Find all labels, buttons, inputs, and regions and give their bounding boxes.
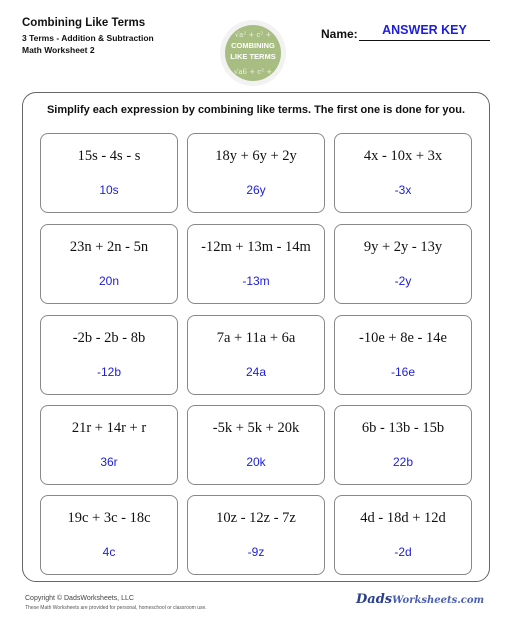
problem-card	[187, 133, 325, 213]
name-line	[359, 40, 490, 41]
problem-answer: -2y	[394, 274, 412, 288]
problem-answer: -2d	[394, 545, 412, 559]
worksheet-title: Combining Like Terms	[22, 17, 146, 29]
problem-expression: 15s - 4s - s	[77, 148, 141, 164]
problem-expression: 9y + 2y - 13y	[363, 239, 443, 255]
problem-card	[40, 133, 178, 213]
worksheet-number: Math Worksheet 2	[22, 45, 95, 55]
problem-answer: 20k	[246, 455, 266, 469]
answer-key-label: ANSWER KEY	[382, 23, 467, 37]
problem-card	[334, 133, 472, 213]
problem-answer: -13m	[242, 274, 270, 288]
name-label: Name:	[321, 27, 358, 41]
logo-math-bottom: √a6 + c² +	[233, 68, 273, 76]
problem-card	[187, 405, 325, 485]
problem-answer: 10s	[99, 183, 119, 197]
brand-main: Dads	[356, 592, 393, 607]
problem-expression: 7a + 11a + 6a	[216, 330, 296, 346]
worksheet-subtitle: 3 Terms - Addition & Subtraction	[22, 33, 154, 43]
problem-card	[40, 405, 178, 485]
problem-answer: 20n	[98, 274, 120, 288]
problem-card	[40, 315, 178, 395]
brand-logo	[356, 592, 484, 607]
problem-card	[187, 315, 325, 395]
problem-expression: 4x - 10x + 3x	[363, 148, 443, 164]
logo-line-2: LIKE TERMS	[230, 52, 276, 61]
problem-card	[40, 495, 178, 575]
problem-answer: 4c	[102, 545, 116, 559]
problem-card	[187, 495, 325, 575]
problem-expression: -2b - 2b - 8b	[72, 330, 146, 346]
logo-line-1: COMBINING	[231, 41, 275, 50]
problem-answer: -16e	[390, 365, 416, 379]
problem-expression: -5k + 5k + 20k	[212, 420, 300, 436]
problem-card	[187, 224, 325, 304]
problem-expression: 4d - 18d + 12d	[360, 510, 446, 526]
problem-expression: -12m + 13m - 14m	[201, 239, 311, 255]
problem-card	[334, 405, 472, 485]
instructions: Simplify each expression by combining like terms. The first one is done for you.	[46, 104, 466, 116]
problem-answer: 22b	[392, 455, 414, 469]
problem-card	[334, 315, 472, 395]
brand-rest: Worksheets.com	[392, 595, 485, 606]
problem-expression: 19c + 3c - 18c	[67, 510, 151, 526]
logo-math-top: √a² + c² +	[234, 31, 272, 39]
problem-expression: 10z - 12z - 7z	[216, 510, 296, 526]
problem-card	[334, 224, 472, 304]
copyright: Copyright © DadsWorksheets, LLC	[25, 595, 134, 602]
topic-logo	[220, 20, 286, 86]
problem-expression: 6b - 13b - 15b	[361, 420, 445, 436]
logo-badge	[225, 25, 281, 81]
problem-card	[334, 495, 472, 575]
problem-expression: 23n + 2n - 5n	[69, 239, 149, 255]
problem-answer: -12b	[96, 365, 122, 379]
problem-answer: 26y	[246, 183, 266, 197]
problem-expression: 18y + 6y + 2y	[215, 148, 297, 164]
problem-expression: -10e + 8e - 14e	[359, 330, 447, 346]
problem-expression: 21r + 14r + r	[71, 420, 147, 436]
problem-answer: -9z	[247, 545, 265, 559]
usage-note: These Math Worksheets are provided for personal, homeschool or classroom use.	[25, 605, 207, 611]
problem-answer: 24a	[245, 365, 267, 379]
problem-answer: -3x	[394, 183, 412, 197]
problem-card	[40, 224, 178, 304]
problem-answer: 36r	[100, 455, 118, 469]
